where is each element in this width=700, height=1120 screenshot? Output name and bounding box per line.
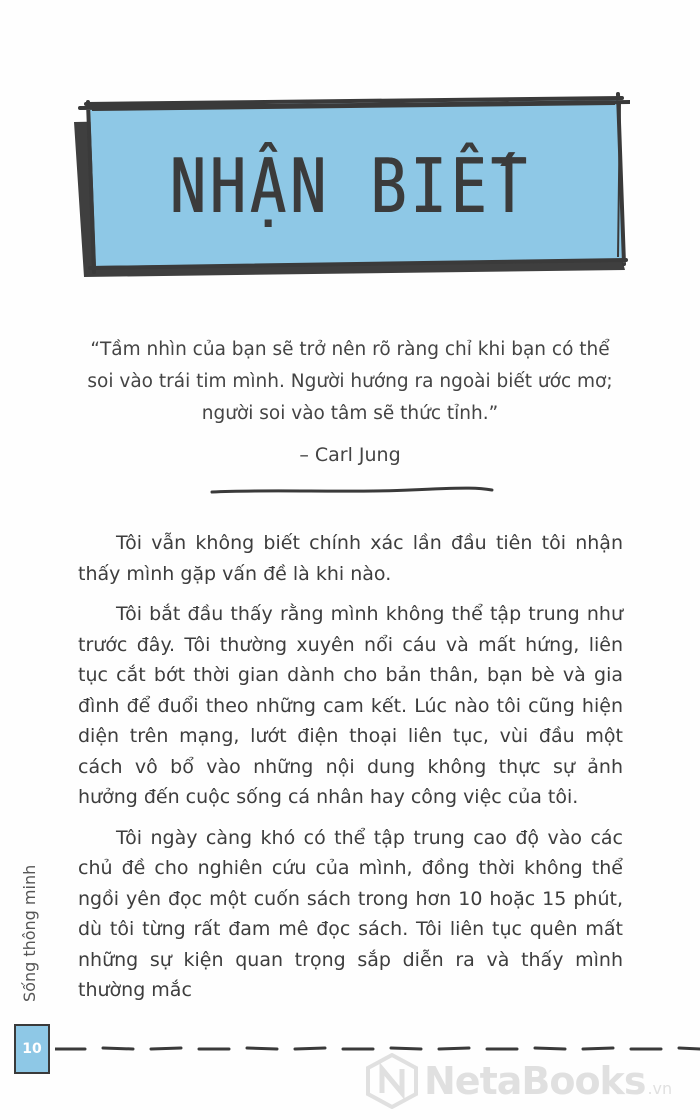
paragraph: Tôi vẫn không biết chính xác lần đầu tiên tôi nhận thấy mình gặp vấn đề là khi nào.	[78, 532, 623, 585]
page-number: 10	[14, 1024, 50, 1074]
quote-divider	[210, 484, 495, 498]
chapter-title: NHẬN BIẾT	[169, 143, 531, 231]
paragraph: Tôi bắt đầu thấy rằng mình không thể tập trung như trước đây. Tôi thường xuyên nổi cáu và mất hứng, liên tục cắt bớt thời gian dành cho bản thân, bạn bè và gia đình để đuổi theo những cam kết. Lúc nào tôi cũng hiện diện trên mạng, lướt điện thoại liên tục, vùi đầu một cách vô bổ vào những nội dung không thực sự ảnh hưởng đến cuộc sống cá nhân hay công việc của tôi.	[78, 603, 623, 808]
running-title: Sống thông minh	[20, 864, 39, 1002]
body-text	[78, 528, 623, 1016]
watermark-suffix: .vn	[647, 1078, 673, 1098]
epigraph-quote	[75, 334, 625, 430]
quote-author: – Carl Jung	[299, 444, 401, 466]
quote-line: soi vào trái tim mình. Người hướng ra ngoài biết ước mơ;	[87, 371, 613, 392]
netabooks-logo-icon	[364, 1053, 420, 1109]
watermark-brand: NetaBooks	[424, 1059, 646, 1103]
quote-line: “Tầm nhìn của bạn sẽ trở nên rõ ràng chỉ khi bạn có thể	[90, 339, 610, 360]
chapter-title-box	[70, 92, 630, 282]
quote-line: người soi vào tâm sẽ thức tỉnh.”	[201, 403, 499, 424]
watermark	[364, 1050, 700, 1112]
paragraph: Tôi ngày càng khó có thể tập trung cao độ vào các chủ đề cho nghiên cứu của mình, đồng thời không thể ngồi yên đọc một cuốn sách trong hơn 10 hoặc 15 phút, dù tôi từng rất đam mê đọc sách. Tôi liên tục quên mất những sự kiện quan trọng sắp diễn ra và thấy mình thường mắc	[78, 826, 623, 1001]
